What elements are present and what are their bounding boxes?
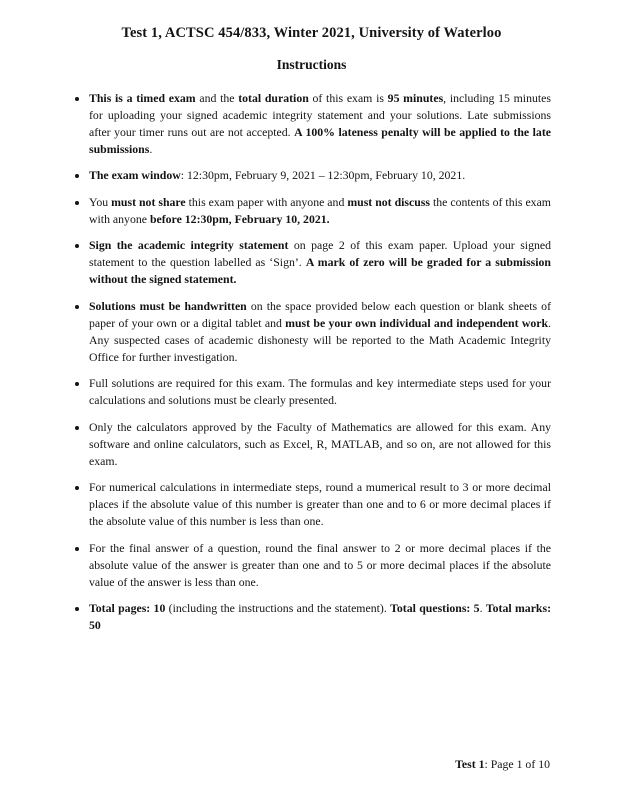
text-segment: . xyxy=(479,601,486,616)
text-segment: this exam paper with anyone and xyxy=(185,194,348,209)
text-segment: Sign the academic integrity statement xyxy=(89,238,289,253)
page-subtitle: Instructions xyxy=(276,57,347,72)
text-segment: Only the calculators approved by the Faculty of Mathematics are allowed for this exam. Any software and online calculators, such as Excel, R, MATLAB, and so on, are not allowed for this exam. xyxy=(89,419,551,468)
instruction-item xyxy=(89,600,551,634)
text-segment: 95 minutes xyxy=(387,91,444,105)
instruction-item xyxy=(89,419,551,470)
page-footer xyxy=(455,757,550,772)
text-segment: must not discuss xyxy=(347,194,430,209)
text-segment: must be your own individual and independent work xyxy=(285,315,549,330)
text-segment: of this exam is xyxy=(308,91,388,105)
instruction-item xyxy=(89,540,551,591)
instruction-item xyxy=(89,237,551,288)
text-segment: Full solutions are required for this exam. The formulas and key intermediate steps used for your calculations and solutions must be clearly presented. xyxy=(89,376,551,408)
text-segment: must not share xyxy=(111,194,186,209)
text-segment: Total marks: 50 xyxy=(89,601,552,633)
text-segment: You xyxy=(89,194,112,209)
text-segment: on page 2 of this exam paper. Upload your signed statement to the question labelled as ‘Sign’. xyxy=(89,238,551,270)
text-segment: total duration xyxy=(238,91,309,105)
text-segment: on the space provided below each question or blank sheets of paper of your own or a digital tablet and xyxy=(89,298,551,330)
text-segment: Test 1 xyxy=(455,757,485,771)
instruction-item xyxy=(89,479,551,530)
text-segment: before 12:30pm, February 10, 2021. xyxy=(149,211,330,226)
text-segment: For the final answer of a question, round the final answer to 2 or more decimal places if the absolute value of the answer is greater than one and to 5 or more decimal places if the absolute value of the answer is less than one. xyxy=(89,540,551,589)
text-segment: The exam window xyxy=(89,168,181,183)
instruction-item xyxy=(89,167,551,184)
instruction-item xyxy=(89,194,551,228)
instruction-item xyxy=(89,298,551,366)
instruction-item xyxy=(89,375,551,409)
text-segment: the contents of this exam with anyone xyxy=(89,194,551,226)
text-segment: This is a timed exam xyxy=(89,91,196,105)
text-segment: , including 15 minutes for uploading your signed academic integrity statement and your solutions. Late submissions after your timer runs out are not accepted. xyxy=(89,91,551,139)
text-segment: . xyxy=(149,141,153,156)
text-segment: and the xyxy=(195,91,239,105)
text-segment: (including the instructions and the statement). xyxy=(165,601,391,616)
text-segment: Solutions must be handwritten xyxy=(89,298,247,313)
text-segment: Total questions: 5 xyxy=(390,601,480,616)
text-segment: A 100% lateness penalty will be applied to the late submissions xyxy=(89,124,551,156)
text-segment: : 12:30pm, February 9, 2021 – 12:30pm, February 10, 2021. xyxy=(180,168,466,183)
instructions-list xyxy=(72,90,551,634)
instruction-item xyxy=(89,90,551,158)
text-segment: A mark of zero will be graded for a submission without the signed statement. xyxy=(89,255,551,287)
text-segment: : Page 1 of 10 xyxy=(484,757,550,771)
text-segment: Total pages: 10 xyxy=(89,601,166,616)
page-title: Test 1, ACTSC 454/833, Winter 2021, University of Waterloo xyxy=(121,25,502,41)
text-segment: . Any suspected cases of academic dishonesty will be reported to the Math Academic Integrity Office for further investigation. xyxy=(89,315,551,364)
text-segment: For numerical calculations in intermediate steps, round a mumerical result to 3 or more decimal places if the absolute value of this number is greater than one and to 6 or more decimal places if the absolute value of this number is less than one. xyxy=(89,480,551,529)
